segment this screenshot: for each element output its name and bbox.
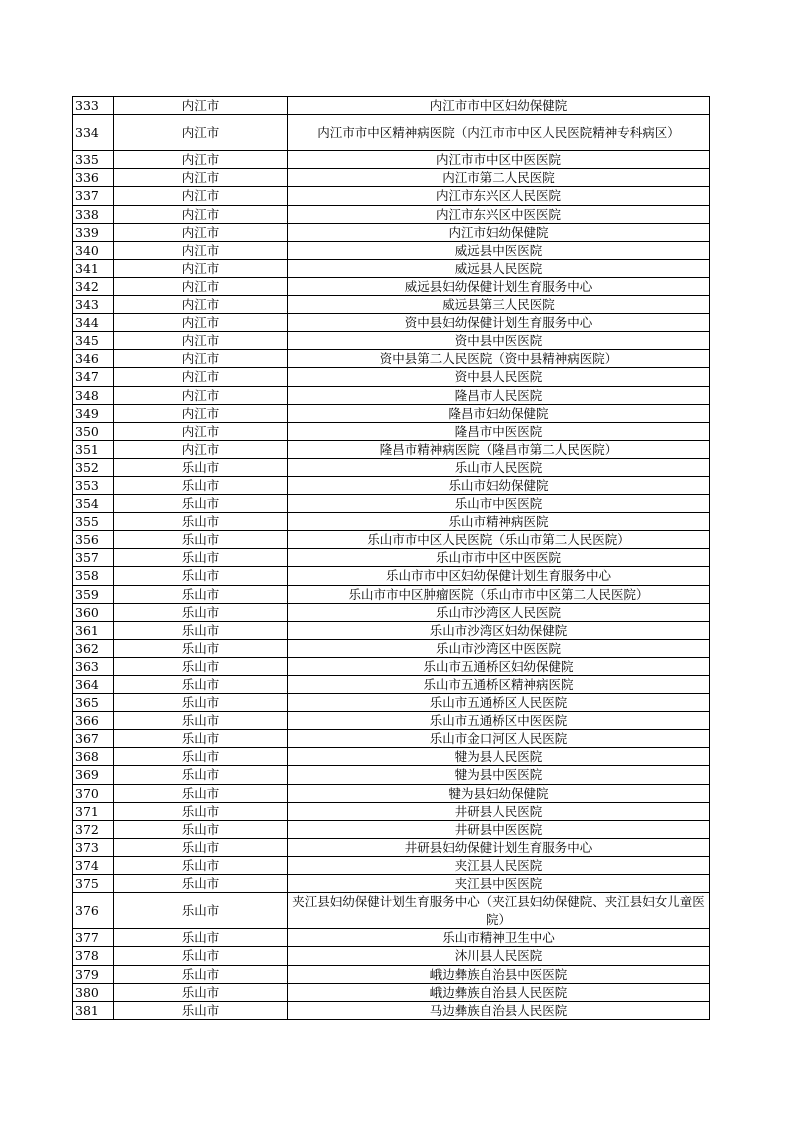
row-number: 355 [73, 513, 114, 531]
row-number: 362 [73, 639, 114, 657]
table-row [73, 314, 710, 332]
table-row [73, 730, 710, 748]
row-number: 336 [73, 169, 114, 187]
hospital-name-cell: 资中县第二人民医院（资中县精神病医院） [288, 350, 710, 368]
row-number: 354 [73, 495, 114, 513]
table-row [73, 476, 710, 494]
row-number: 350 [73, 422, 114, 440]
hospital-name-cell: 乐山市市中区妇幼保健计划生育服务中心 [288, 567, 710, 585]
row-number: 376 [73, 893, 114, 929]
city-cell: 内江市 [114, 277, 288, 295]
city-cell: 内江市 [114, 296, 288, 314]
table-row [73, 259, 710, 277]
row-number: 342 [73, 277, 114, 295]
row-number: 344 [73, 314, 114, 332]
table-row [73, 205, 710, 223]
row-number: 351 [73, 440, 114, 458]
table-row [73, 531, 710, 549]
table-row [73, 694, 710, 712]
table-row [73, 404, 710, 422]
table-row [73, 929, 710, 947]
row-number: 360 [73, 603, 114, 621]
table-row [73, 386, 710, 404]
table-row [73, 784, 710, 802]
row-number: 375 [73, 875, 114, 893]
city-cell: 内江市 [114, 223, 288, 241]
table-row [73, 115, 710, 151]
table-row [73, 712, 710, 730]
hospital-name-cell: 威远县中医医院 [288, 241, 710, 259]
hospital-name-cell: 乐山市沙湾区人民医院 [288, 603, 710, 621]
hospital-name-cell: 乐山市沙湾区中医医院 [288, 639, 710, 657]
table-row [73, 277, 710, 295]
table-row [73, 983, 710, 1001]
table-body [73, 97, 710, 1020]
row-number: 333 [73, 97, 114, 115]
city-cell: 乐山市 [114, 929, 288, 947]
table-row [73, 296, 710, 314]
row-number: 369 [73, 766, 114, 784]
row-number: 347 [73, 368, 114, 386]
city-cell: 乐山市 [114, 676, 288, 694]
table-row [73, 495, 710, 513]
table-row [73, 639, 710, 657]
table-row [73, 223, 710, 241]
city-cell: 乐山市 [114, 1001, 288, 1019]
hospital-name-cell: 内江市市中区中医医院 [288, 151, 710, 169]
city-cell: 内江市 [114, 151, 288, 169]
row-number: 364 [73, 676, 114, 694]
table-row [73, 350, 710, 368]
table-row [73, 838, 710, 856]
city-cell: 内江市 [114, 368, 288, 386]
hospital-name-cell: 乐山市金口河区人民医院 [288, 730, 710, 748]
row-number: 343 [73, 296, 114, 314]
city-cell: 乐山市 [114, 730, 288, 748]
row-number: 372 [73, 820, 114, 838]
row-number: 338 [73, 205, 114, 223]
city-cell: 乐山市 [114, 585, 288, 603]
hospital-name-cell: 井研县中医医院 [288, 820, 710, 838]
hospital-name-cell: 乐山市市中区中医医院 [288, 549, 710, 567]
city-cell: 乐山市 [114, 856, 288, 874]
row-number: 373 [73, 838, 114, 856]
city-cell: 乐山市 [114, 820, 288, 838]
hospital-name-cell: 资中县中医医院 [288, 332, 710, 350]
city-cell: 乐山市 [114, 875, 288, 893]
hospital-name-cell: 犍为县妇幼保健院 [288, 784, 710, 802]
table-row [73, 368, 710, 386]
city-cell: 乐山市 [114, 621, 288, 639]
table-row [73, 567, 710, 585]
table-row [73, 187, 710, 205]
hospital-name-cell: 内江市市中区妇幼保健院 [288, 97, 710, 115]
table-row [73, 947, 710, 965]
hospital-name-cell: 峨边彝族自治县人民医院 [288, 983, 710, 1001]
hospital-name-cell: 峨边彝族自治县中医医院 [288, 965, 710, 983]
city-cell: 乐山市 [114, 965, 288, 983]
table-row [73, 657, 710, 675]
hospital-name-cell: 乐山市人民医院 [288, 458, 710, 476]
row-number: 359 [73, 585, 114, 603]
city-cell: 内江市 [114, 440, 288, 458]
row-number: 368 [73, 748, 114, 766]
hospital-name-cell: 乐山市五通桥区精神病医院 [288, 676, 710, 694]
hospital-name-cell: 乐山市五通桥区妇幼保健院 [288, 657, 710, 675]
hospital-name-cell: 隆昌市妇幼保健院 [288, 404, 710, 422]
hospital-name-cell: 犍为县中医医院 [288, 766, 710, 784]
hospital-name-cell: 马边彝族自治县人民医院 [288, 1001, 710, 1019]
row-number: 334 [73, 115, 114, 151]
table-row [73, 513, 710, 531]
table-row [73, 169, 710, 187]
table-row [73, 748, 710, 766]
hospital-name-cell: 犍为县人民医院 [288, 748, 710, 766]
row-number: 341 [73, 259, 114, 277]
city-cell: 乐山市 [114, 639, 288, 657]
hospital-name-cell: 隆昌市人民医院 [288, 386, 710, 404]
city-cell: 内江市 [114, 169, 288, 187]
city-cell: 乐山市 [114, 947, 288, 965]
city-cell: 内江市 [114, 241, 288, 259]
city-cell: 内江市 [114, 404, 288, 422]
row-number: 371 [73, 802, 114, 820]
row-number: 348 [73, 386, 114, 404]
row-number: 357 [73, 549, 114, 567]
city-cell: 乐山市 [114, 603, 288, 621]
hospital-name-cell: 内江市东兴区中医医院 [288, 205, 710, 223]
hospital-name-cell: 沐川县人民医院 [288, 947, 710, 965]
hospital-name-cell: 乐山市中医医院 [288, 495, 710, 513]
city-cell: 乐山市 [114, 458, 288, 476]
city-cell: 内江市 [114, 187, 288, 205]
city-cell: 内江市 [114, 205, 288, 223]
city-cell: 内江市 [114, 115, 288, 151]
row-number: 340 [73, 241, 114, 259]
city-cell: 乐山市 [114, 567, 288, 585]
hospital-name-cell: 资中县妇幼保健计划生育服务中心 [288, 314, 710, 332]
row-number: 363 [73, 657, 114, 675]
city-cell: 内江市 [114, 314, 288, 332]
hospital-name-cell: 乐山市市中区人民医院（乐山市第二人民医院） [288, 531, 710, 549]
row-number: 349 [73, 404, 114, 422]
city-cell: 乐山市 [114, 476, 288, 494]
table-row [73, 332, 710, 350]
table-row [73, 585, 710, 603]
city-cell: 乐山市 [114, 893, 288, 929]
table-row [73, 1001, 710, 1019]
city-cell: 乐山市 [114, 802, 288, 820]
hospital-name-cell: 井研县妇幼保健计划生育服务中心 [288, 838, 710, 856]
row-number: 379 [73, 965, 114, 983]
hospital-name-cell: 乐山市五通桥区人民医院 [288, 694, 710, 712]
table-row [73, 893, 710, 929]
hospital-name-cell: 内江市妇幼保健院 [288, 223, 710, 241]
table-row [73, 802, 710, 820]
hospital-name-cell: 内江市第二人民医院 [288, 169, 710, 187]
table-row [73, 820, 710, 838]
table-row [73, 856, 710, 874]
city-cell: 内江市 [114, 422, 288, 440]
hospital-table [72, 96, 710, 1020]
row-number: 366 [73, 712, 114, 730]
hospital-name-cell: 内江市市中区精神病医院（内江市市中区人民医院精神专科病区） [288, 115, 710, 151]
row-number: 380 [73, 983, 114, 1001]
city-cell: 乐山市 [114, 766, 288, 784]
table-row [73, 241, 710, 259]
hospital-name-cell: 夹江县妇幼保健计划生育服务中心（夹江县妇幼保健院、夹江县妇女儿童医院） [288, 893, 710, 929]
hospital-name-cell: 资中县人民医院 [288, 368, 710, 386]
table-row [73, 676, 710, 694]
hospital-name-cell: 乐山市沙湾区妇幼保健院 [288, 621, 710, 639]
row-number: 335 [73, 151, 114, 169]
table-row [73, 440, 710, 458]
city-cell: 乐山市 [114, 748, 288, 766]
city-cell: 乐山市 [114, 495, 288, 513]
table-row [73, 97, 710, 115]
city-cell: 乐山市 [114, 513, 288, 531]
city-cell: 乐山市 [114, 983, 288, 1001]
row-number: 361 [73, 621, 114, 639]
row-number: 370 [73, 784, 114, 802]
city-cell: 乐山市 [114, 694, 288, 712]
table-row [73, 151, 710, 169]
hospital-name-cell: 乐山市妇幼保健院 [288, 476, 710, 494]
hospital-name-cell: 乐山市精神病医院 [288, 513, 710, 531]
row-number: 352 [73, 458, 114, 476]
city-cell: 乐山市 [114, 531, 288, 549]
row-number: 346 [73, 350, 114, 368]
row-number: 381 [73, 1001, 114, 1019]
table-row [73, 603, 710, 621]
table-row [73, 621, 710, 639]
hospital-name-cell: 隆昌市精神病医院（隆昌市第二人民医院） [288, 440, 710, 458]
table-row [73, 965, 710, 983]
row-number: 367 [73, 730, 114, 748]
city-cell: 内江市 [114, 97, 288, 115]
table-row [73, 766, 710, 784]
city-cell: 内江市 [114, 350, 288, 368]
row-number: 358 [73, 567, 114, 585]
city-cell: 乐山市 [114, 657, 288, 675]
row-number: 337 [73, 187, 114, 205]
row-number: 377 [73, 929, 114, 947]
city-cell: 乐山市 [114, 712, 288, 730]
row-number: 365 [73, 694, 114, 712]
hospital-name-cell: 井研县人民医院 [288, 802, 710, 820]
hospital-name-cell: 威远县第三人民医院 [288, 296, 710, 314]
hospital-name-cell: 内江市东兴区人民医院 [288, 187, 710, 205]
table-row [73, 875, 710, 893]
hospital-name-cell: 乐山市市中区肿瘤医院（乐山市市中区第二人民医院） [288, 585, 710, 603]
row-number: 378 [73, 947, 114, 965]
city-cell: 乐山市 [114, 838, 288, 856]
city-cell: 乐山市 [114, 549, 288, 567]
city-cell: 内江市 [114, 259, 288, 277]
row-number: 356 [73, 531, 114, 549]
hospital-name-cell: 威远县妇幼保健计划生育服务中心 [288, 277, 710, 295]
hospital-name-cell: 乐山市精神卫生中心 [288, 929, 710, 947]
hospital-name-cell: 威远县人民医院 [288, 259, 710, 277]
city-cell: 内江市 [114, 386, 288, 404]
table-row [73, 458, 710, 476]
row-number: 374 [73, 856, 114, 874]
table-row [73, 422, 710, 440]
hospital-name-cell: 夹江县人民医院 [288, 856, 710, 874]
row-number: 353 [73, 476, 114, 494]
hospital-name-cell: 夹江县中医医院 [288, 875, 710, 893]
hospital-name-cell: 隆昌市中医医院 [288, 422, 710, 440]
city-cell: 内江市 [114, 332, 288, 350]
hospital-name-cell: 乐山市五通桥区中医医院 [288, 712, 710, 730]
table-row [73, 549, 710, 567]
row-number: 339 [73, 223, 114, 241]
city-cell: 乐山市 [114, 784, 288, 802]
row-number: 345 [73, 332, 114, 350]
